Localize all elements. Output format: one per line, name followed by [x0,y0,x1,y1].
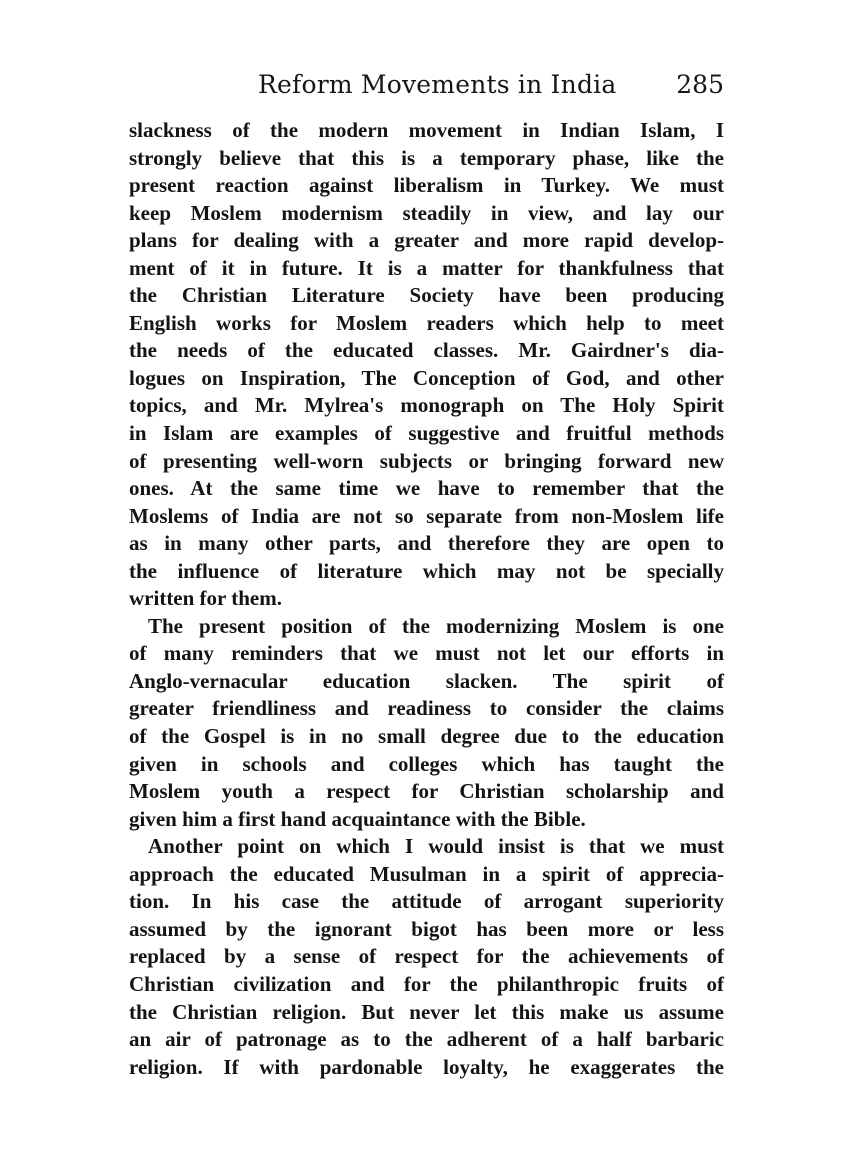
paragraph [129,613,724,833]
text-line: written for them. [129,586,282,611]
page-number: 285 [676,70,724,99]
text-line: tion. In his case the attitude of arrogant superiority [129,889,724,914]
text-line: assumed by the ignorant bigot has been more or less [129,916,724,941]
text-line: given him a first hand acquaintance with the Bible. [129,806,586,831]
text-line: the influence of literature which may not be specially [129,558,724,583]
text-line: Anglo-vernacular education slacken. The spirit of [129,668,724,693]
text-line: English works for Moslem readers which help to meet [129,310,724,335]
text-line: of many reminders that we must not let our efforts in [129,641,724,666]
text-line: Moslem youth a respect for Christian scholarship and [129,779,724,804]
text-line: topics, and Mr. Mylrea's monograph on The Holy Spirit [129,393,724,418]
text-line: given in schools and colleges which has taught the [129,751,724,776]
text-line: logues on Inspiration, The Conception of God, and other [129,365,724,390]
text-line: of presenting well-worn subjects or bringing forward new [129,448,724,473]
text-line: as in many other parts, and therefore they are open to [129,531,724,556]
text-line: an air of patronage as to the adherent of a half barbaric [129,1027,724,1052]
text-line: the Christian Literature Society have been producing [129,283,724,308]
text-line: approach the educated Musulman in a spirit of apprecia- [129,861,724,886]
running-title: Reform Movements in India [258,70,617,99]
text-line: keep Moslem modernism steadily in view, and lay our [129,200,724,225]
text-line: of the Gospel is in no small degree due to the education [129,724,724,749]
text-line: plans for dealing with a greater and more rapid develop- [129,228,724,253]
text-line: Moslems of India are not so separate from non-Moslem life [129,503,724,528]
text-line: in Islam are examples of suggestive and fruitful methods [129,421,724,446]
text-line: ones. At the same time we have to remember that the [129,476,724,501]
text-line: Christian civilization and for the philanthropic fruits of [129,971,724,996]
text-line: slackness of the modern movement in Indian Islam, I [129,118,724,142]
body-text [129,117,724,1081]
text-line: strongly believe that this is a temporary phase, like the [129,145,724,170]
paragraph [129,833,724,1081]
text-line: replaced by a sense of respect for the achievements of [129,944,724,969]
text-line: religion. If with pardonable loyalty, he exaggerates the [129,1054,724,1079]
text-line: the Christian religion. But never let this make us assume [129,999,724,1024]
text-line: The present position of the modernizing Moslem is one [148,613,724,638]
running-head [130,64,724,104]
paragraph [129,117,724,613]
text-line: ment of it in future. It is a matter for thankfulness that [129,255,724,280]
text-line: the needs of the educated classes. Mr. Gairdner's dia- [129,338,724,363]
text-line: Another point on which I would insist is that we must [148,834,724,859]
text-line: present reaction against liberalism in Turkey. We must [129,173,724,198]
text-line: greater friendliness and readiness to consider the claims [129,696,724,721]
